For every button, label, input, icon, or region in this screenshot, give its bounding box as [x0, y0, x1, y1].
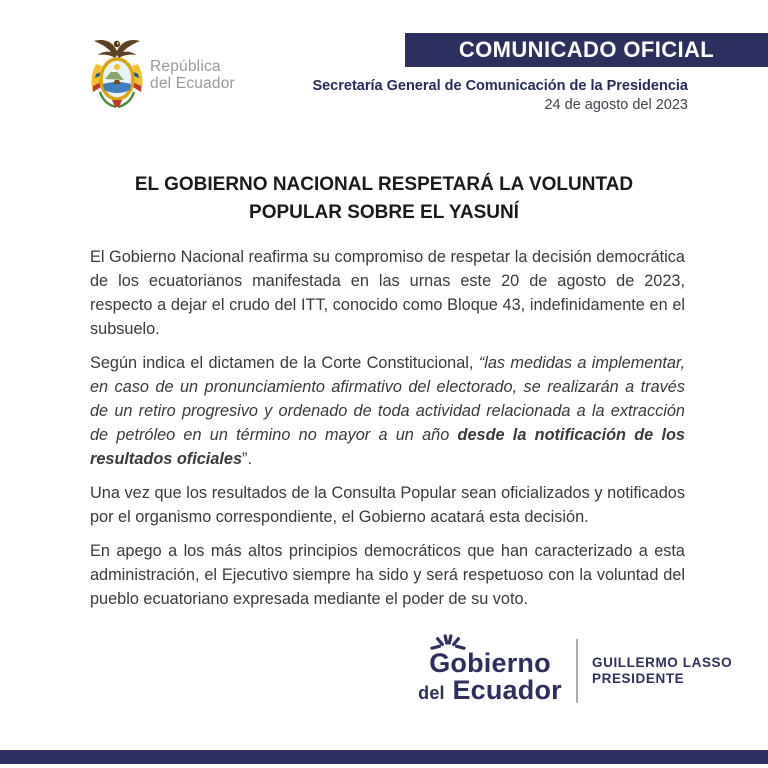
- secretariat-line: Secretaría General de Comunicación de la Presidencia: [312, 78, 688, 94]
- official-banner-label: COMUNICADO OFICIAL: [458, 37, 715, 62]
- paragraph-segment: ”.: [242, 450, 252, 468]
- communique-title: EL GOBIERNO NACIONAL RESPETARÁ LA VOLUNTAD POPULAR SOBRE EL YASUNÍ: [134, 173, 634, 223]
- paragraph-segment: Según indica el dictamen de la Corte Constitucional,: [90, 354, 479, 372]
- republic-name: [150, 58, 235, 92]
- paragraph-segment: desde la notificación de los resultados oficiales: [90, 426, 685, 468]
- gov-logo-lockup: [414, 634, 732, 707]
- gov-logo-line2: [414, 676, 566, 707]
- president-block: [592, 655, 732, 687]
- gov-logo-line2-prefix: del: [418, 683, 445, 703]
- gov-logo-wordmark: [414, 634, 566, 707]
- sun-rays-icon: [428, 634, 468, 651]
- ecuador-coat-of-arms-icon: [86, 34, 148, 114]
- communique-body: [90, 245, 685, 621]
- paragraph-segment: “las medidas a implementar, en caso de un pronunciamiento afirmativo del electorado, se realizarán a través de un retiro progresivo y ordenado de toda actividad relacionada a la extracción de petróleo en un término no mayor a un año: [90, 354, 685, 444]
- republic-name-line2: del Ecuador: [150, 75, 235, 92]
- official-banner: [405, 33, 768, 67]
- body-paragraph-1: El Gobierno Nacional reafirma su compromiso de respetar la decisión democrática de los ecuatorianos manifestada en las urnas este 20 de agosto de 2023, respecto a dejar el crudo del ITT, conocido como Bloque 43, indefinidamente en el subsuelo.: [90, 248, 685, 338]
- date-line: 24 de agosto del 2023: [544, 97, 688, 113]
- body-paragraph-3: Una vez que los resultados de la Consulta Popular sean oficializados y notificados por el organismo correspondiente, el Gobierno acatará esta decisión.: [90, 484, 685, 526]
- republic-name-line1: República: [150, 58, 221, 75]
- president-title: PRESIDENTE: [592, 670, 685, 686]
- logo-divider: [576, 639, 578, 703]
- gov-logo-line1: Gobierno: [429, 648, 551, 678]
- body-paragraph-4: En apego a los más altos principios democráticos que han caracterizado a esta administración, el Ejecutivo siempre ha sido y será respetuoso con la voluntad del pueblo ecuatoriano expresada mediante el poder de su voto.: [90, 542, 685, 608]
- gov-logo-line2-main: Ecuador: [452, 675, 562, 705]
- body-paragraph-2: [90, 351, 685, 471]
- president-name: GUILLERMO LASSO: [592, 654, 733, 670]
- footer-bar: [0, 750, 768, 764]
